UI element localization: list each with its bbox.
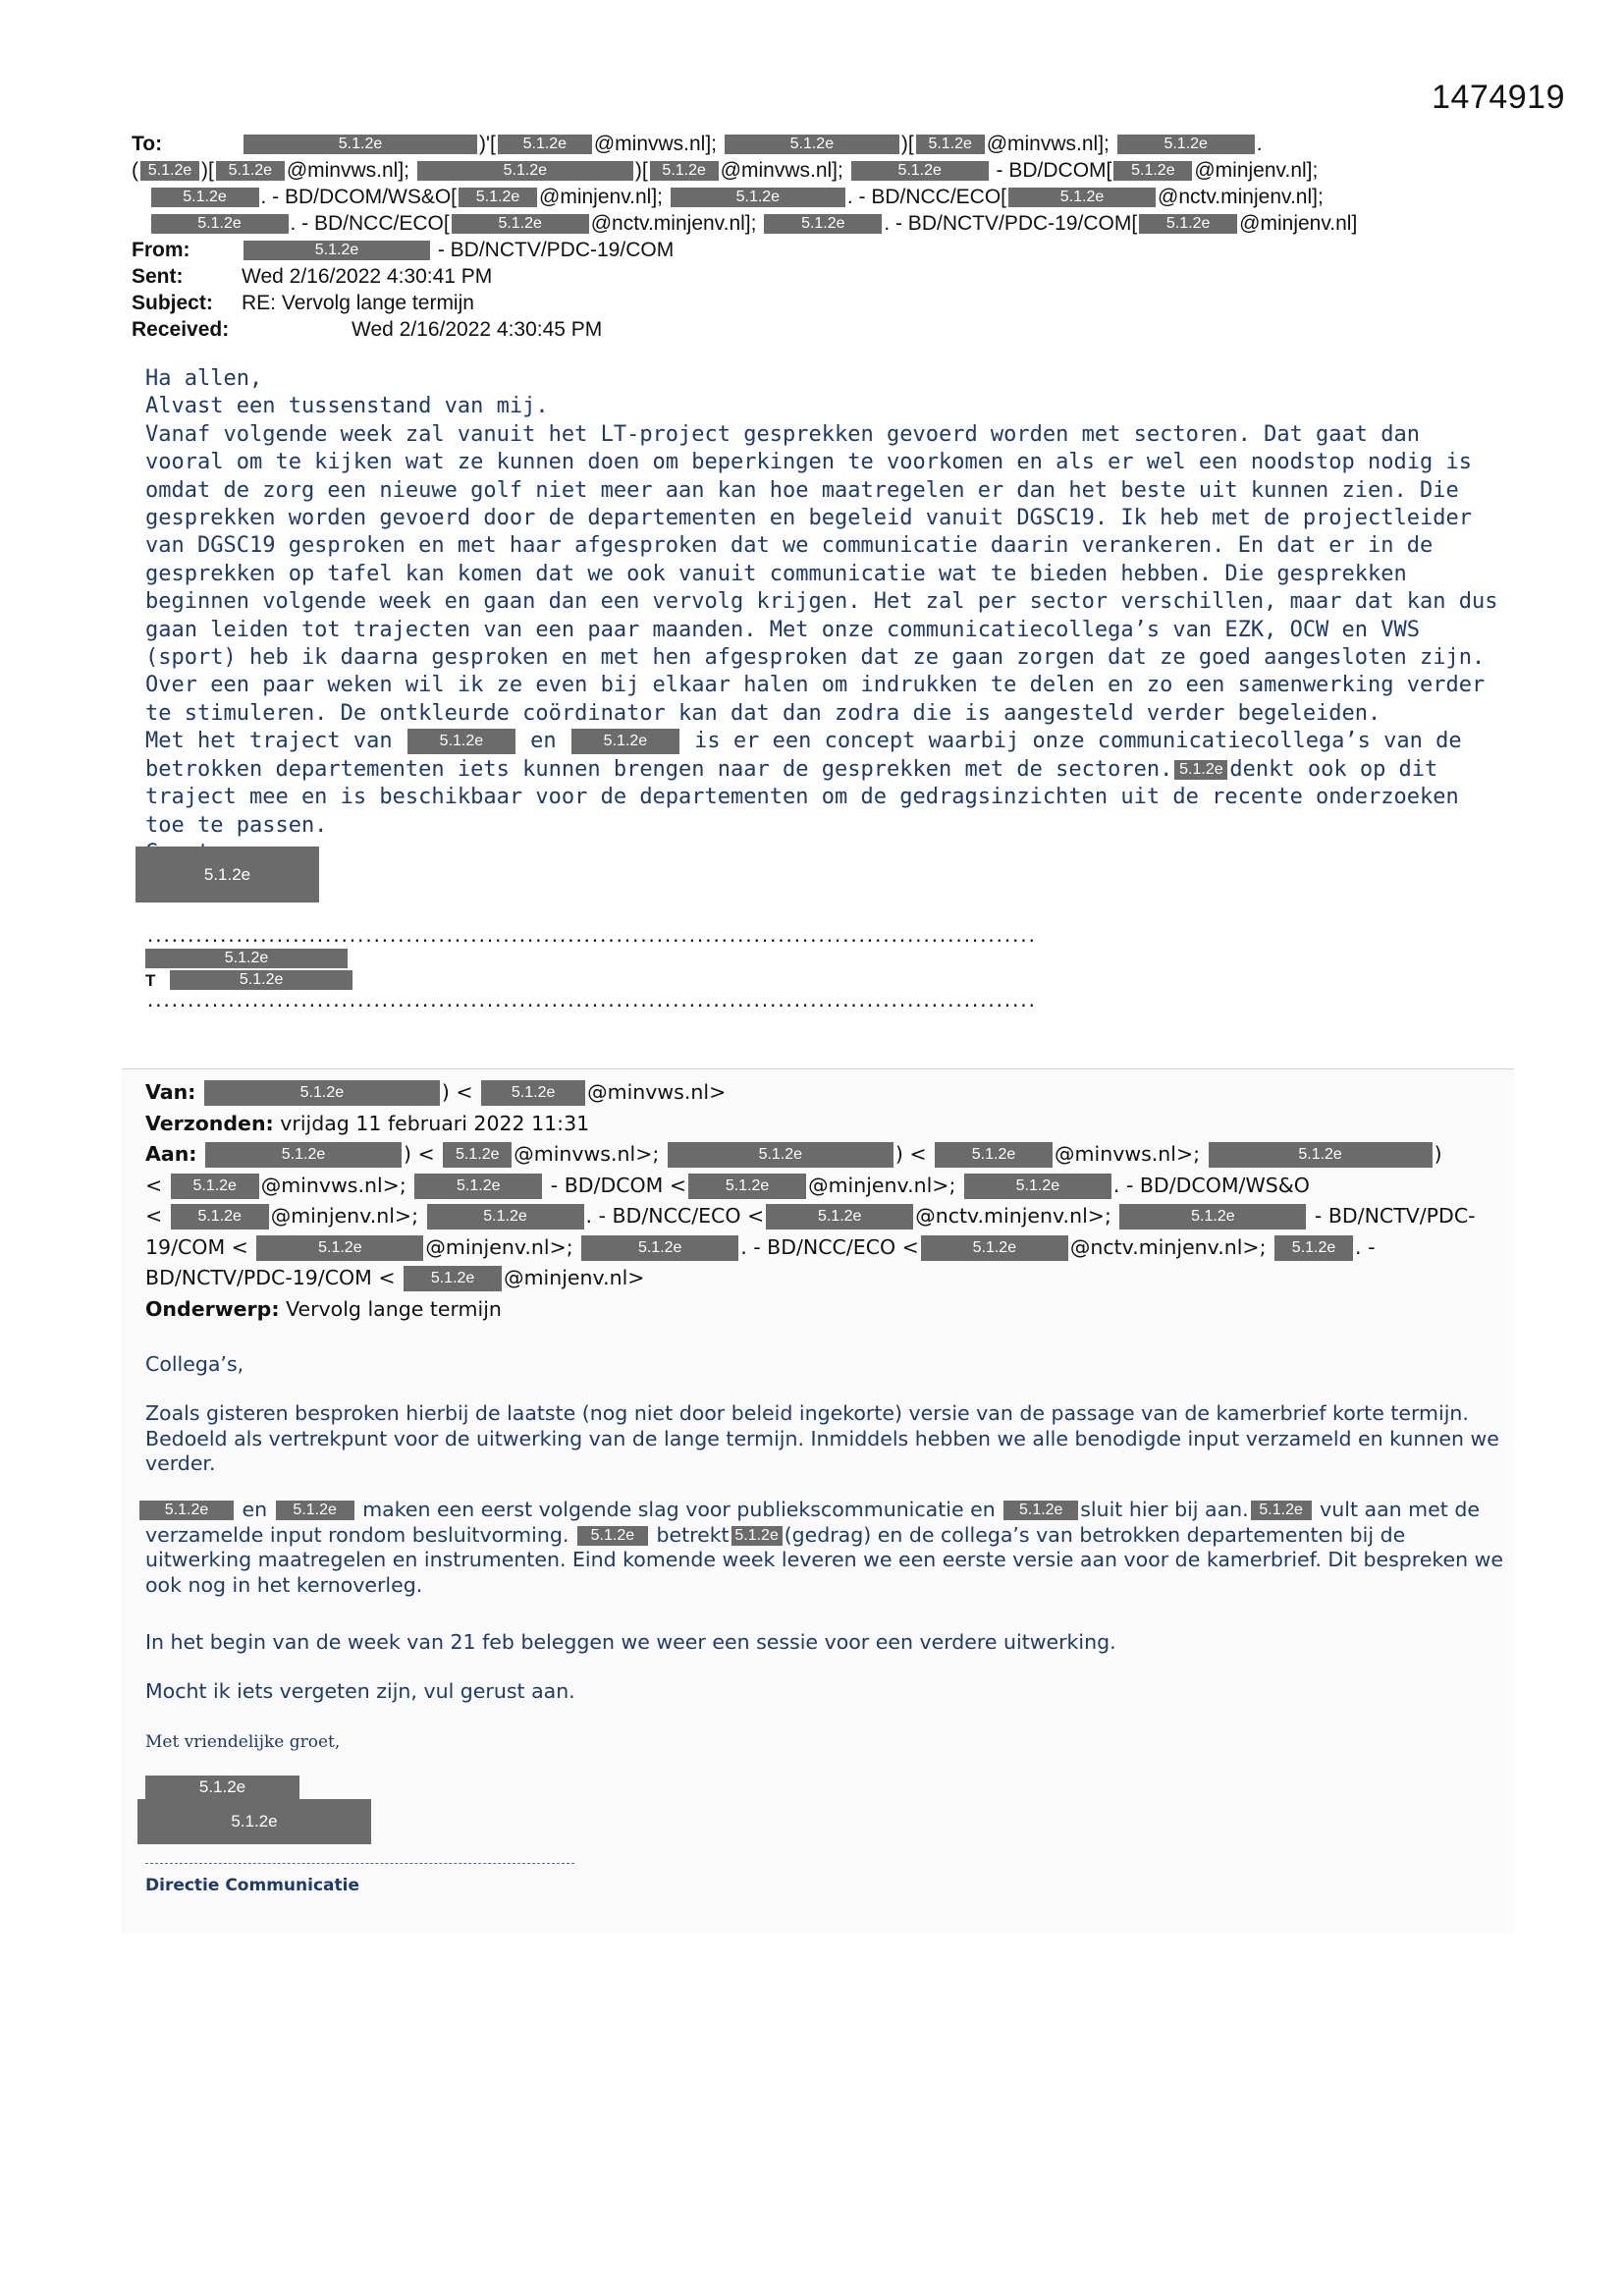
redaction: 5.1.2e bbox=[244, 135, 477, 154]
dept-label: . - BD/NCC/ECO[ bbox=[290, 212, 450, 235]
text-segment: (gedrag) en de collega’s van betrokken departementen bij de uitwerking maatregelen en instrumenten. Eind komende week leveren we een eerste versie aan voor de kamerbrief. Dit bespreken we ook nog in het kernoverleg. bbox=[145, 1522, 1503, 1597]
dept-label: . - BD/NCC/ECO < bbox=[740, 1234, 919, 1259]
reply-closing bbox=[145, 840, 1500, 867]
footer-directie: Directie Communicatie bbox=[145, 1876, 359, 1895]
to-line-2: ( 5.1.2e )[ 5.1.2e @minvws.nl]; 5.1.2e )[ 5.1.2e @minvws.nl]; 5.1.2e - BD/DCOM[ 5.1.2e @minjenv.nl]; bbox=[132, 159, 1319, 182]
text-segment: is er een concept waarbij onze communicatiecollega’s van de betrokken departementen iets kunnen brengen naar de gesprekken met de sectoren. bbox=[145, 729, 1462, 782]
forwarded-greeting bbox=[145, 1352, 1510, 1378]
redaction: 5.1.2e bbox=[205, 1142, 402, 1168]
paragraph-text bbox=[145, 1498, 1510, 1598]
van-row: Van: 5.1.2e ) < 5.1.2e @minvws.nl> bbox=[145, 1080, 727, 1104]
dept-label: . - BD/NCTV/PDC-19/COM[ bbox=[884, 212, 1138, 235]
to-label: To: bbox=[132, 133, 163, 155]
to-line-4 bbox=[132, 210, 1526, 237]
redaction: 5.1.2e bbox=[1274, 1235, 1353, 1261]
signature-contact bbox=[145, 949, 354, 992]
aan-row-4 bbox=[145, 1232, 1510, 1264]
redaction: 5.1.2e bbox=[216, 161, 285, 181]
verzonden-row bbox=[145, 1109, 1510, 1140]
text-segment: en bbox=[242, 1498, 268, 1521]
redaction: 5.1.2e bbox=[498, 135, 592, 154]
redaction: 5.1.2e bbox=[145, 949, 348, 968]
to-line-3 bbox=[132, 184, 1526, 210]
email-domain: @minvws.nl>; bbox=[1055, 1142, 1201, 1166]
redaction: 5.1.2e bbox=[171, 1204, 269, 1230]
dept-label: - BD/NCTV/PDC- bbox=[1308, 1204, 1476, 1228]
verzonden-label: Verzonden: bbox=[145, 1111, 274, 1135]
redaction: 5.1.2e bbox=[204, 1080, 440, 1106]
redaction: 5.1.2e bbox=[443, 1142, 512, 1168]
email-domain: @minjenv.nl>; bbox=[808, 1173, 956, 1197]
subject-label: Subject: bbox=[132, 292, 213, 314]
forwarded-paragraph-1 bbox=[145, 1401, 1510, 1477]
dept-label: . - BD/DCOM/WS&O[ bbox=[260, 186, 458, 208]
dept-label: 19/COM < bbox=[145, 1234, 248, 1259]
redaction: 5.1.2e bbox=[731, 1526, 783, 1546]
reply-body bbox=[145, 365, 1500, 867]
email-domain: @minjenv.nl>; bbox=[425, 1234, 573, 1259]
dept-label: . - bbox=[1355, 1234, 1376, 1259]
dotted-separator: .............................................................................................................. bbox=[145, 927, 1035, 947]
dept-label: - BD/DCOM[ bbox=[990, 159, 1112, 182]
email-domain: @minjenv.nl] bbox=[1239, 212, 1358, 235]
redaction: 5.1.2e bbox=[427, 1204, 584, 1230]
email-domain: @nctv.minjenv.nl]; bbox=[1158, 186, 1324, 208]
onderwerp-value: Vervolg lange termijn bbox=[286, 1296, 502, 1321]
redaction: 5.1.2e bbox=[459, 188, 537, 207]
dept-label: - BD/DCOM < bbox=[544, 1173, 687, 1197]
email-domain: @minjenv.nl> bbox=[504, 1266, 645, 1289]
aan-row-5 bbox=[145, 1263, 1510, 1294]
text-segment: sluit hier bij aan. bbox=[1080, 1498, 1249, 1521]
from-row bbox=[132, 237, 1526, 263]
onderwerp-label: Onderwerp: bbox=[145, 1296, 280, 1321]
redaction: 5.1.2e bbox=[170, 970, 352, 990]
aan-row-1: Aan: 5.1.2e ) < 5.1.2e @minvws.nl>; 5.1.2e ) < 5.1.2e @minvws.nl>; 5.1.2e ) bbox=[145, 1142, 1442, 1166]
from-label: From: bbox=[132, 239, 190, 261]
sent-row bbox=[132, 263, 1526, 290]
redaction: 5.1.2e bbox=[921, 1235, 1068, 1261]
paragraph-text: In het begin van de week van 21 feb beleggen we weer een sessie voor een verdere uitwerking. bbox=[145, 1630, 1116, 1654]
redaction: 5.1.2e bbox=[725, 135, 899, 154]
redaction: 5.1.2e bbox=[151, 188, 259, 207]
redaction: 5.1.2e bbox=[650, 161, 719, 181]
email-domain: @minvws.nl]; bbox=[593, 133, 718, 155]
phone-label: T bbox=[145, 971, 156, 990]
paragraph-text: Zoals gisteren besproken hierbij de laatste (nog niet door beleid ingekorte) versie van de passage van de kamerbrief korte termijn. Bedoeld als vertrekpunt voor de uitwerking van de lange termijn. Inmiddels hebben we alle benodigde input verzameld en kunnen we verder. bbox=[145, 1401, 1499, 1475]
redaction: 5.1.2e bbox=[140, 161, 199, 181]
redaction: 5.1.2e bbox=[688, 1174, 806, 1199]
redaction: 5.1.2e bbox=[1251, 1501, 1312, 1520]
email-domain: @nctv.minjenv.nl>; bbox=[1069, 1234, 1267, 1259]
forwarded-paragraph-3 bbox=[145, 1630, 1510, 1656]
email-header bbox=[132, 131, 1526, 343]
redaction: 5.1.2e bbox=[668, 1142, 893, 1168]
redaction: 5.1.2e bbox=[139, 1501, 234, 1520]
email-domain: @minjenv.nl]; bbox=[539, 186, 663, 208]
redaction: 5.1.2e bbox=[1117, 135, 1255, 154]
redaction: 5.1.2e bbox=[407, 729, 515, 754]
email-domain: @minvws.nl]; bbox=[720, 159, 843, 182]
redaction: 5.1.2e bbox=[1113, 161, 1192, 181]
redaction: 5.1.2e bbox=[452, 214, 589, 234]
redaction: 5.1.2e bbox=[1003, 1501, 1078, 1520]
redaction: 5.1.2e bbox=[244, 241, 430, 260]
from-value: - BD/NCTV/PDC-19/COM bbox=[432, 239, 675, 261]
onderwerp-row bbox=[145, 1294, 1510, 1326]
redaction: 5.1.2e bbox=[935, 1142, 1053, 1168]
text-segment: Met het traject van bbox=[145, 729, 393, 754]
reply-greeting: Ha allen, bbox=[145, 366, 263, 391]
sent-value: Wed 2/16/2022 4:30:41 PM bbox=[242, 265, 493, 288]
van-label: Van: bbox=[145, 1080, 196, 1104]
redaction: 5.1.2e bbox=[417, 161, 633, 181]
redaction: 5.1.2e bbox=[256, 1235, 423, 1261]
email-domain: @minvws.nl]; bbox=[986, 133, 1110, 155]
redaction: 5.1.2e bbox=[414, 1174, 542, 1199]
regards-text: Met vriendelijke groet, bbox=[145, 1732, 341, 1752]
to-line-1: To: 5.1.2e )'[ 5.1.2e @minvws.nl]; 5.1.2e )[ 5.1.2e @minvws.nl]; 5.1.2e . bbox=[132, 133, 1263, 155]
forwarded-header bbox=[145, 1077, 1510, 1325]
redaction: 5.1.2e bbox=[404, 1266, 502, 1291]
contact-row bbox=[145, 949, 354, 970]
aan-row-2: < 5.1.2e @minvws.nl>; 5.1.2e - BD/DCOM < 5.1.2e @minjenv.nl>; 5.1.2e . - BD/DCOM/WS&O bbox=[145, 1173, 1310, 1197]
subject-row bbox=[132, 290, 1526, 316]
redaction: 5.1.2e bbox=[851, 161, 989, 181]
text-segment: vult aan met de verzamelde input rondom besluitvorming. bbox=[145, 1498, 1480, 1547]
aan-row-3: < 5.1.2e @minjenv.nl>; 5.1.2e . - BD/NCC/ECO < 5.1.2e @nctv.minjenv.nl>; 5.1.2e - BD/NCTV/PDC- bbox=[145, 1204, 1476, 1228]
redaction: 5.1.2e bbox=[964, 1174, 1111, 1199]
email-domain: @nctv.minjenv.nl>; bbox=[915, 1204, 1111, 1228]
received-label: Received: bbox=[132, 318, 230, 341]
email-domain: @minjenv.nl]; bbox=[1194, 159, 1319, 182]
reply-paragraph: Vanaf volgende week zal vanuit het LT-project gesprekken gevoerd worden met sectoren. Dat gaat dan vooral om te kijken wat ze kunnen doen om beperkingen te voorkomen en als er wel een noodstop nodig is omdat de zorg een nieuwe golf niet meer aan kan hoe maatregelen er dan het beste uit kunnen zien. Die gesprekken worden gevoerd door de departementen en begeleid vanuit DGSC19. Ik heb met de projectleider van DGSC19 gesproken en met haar afgesproken dat we communicatie daarin verankeren. En dat er in de gesprekken op tafel kan komen dat we ook vanuit communicatie wat te bieden hebben. Die gesprekken beginnen volgende week en gaan dan een vervolg krijgen. Het zal per sector verschillen, maar dat kan dus gaan leiden tot trajecten van een paar maanden. Met onze communicatiecollega’s van EZK, OCW en VWS (sport) heb ik daarna gesproken en met hen afgesproken dat ze gaan zorgen dat ze goed aangesloten zijn. Over een paar weken wil ik ze even bij elkaar halen om indrukken te delen en zo een samenwerking verder te stimuleren. De ontkleurde coördinator kan dat dan zodra die is aangesteld verder begeleiden. bbox=[145, 421, 1498, 726]
paragraph-text: Mocht ik iets vergeten zijn, vul gerust aan. bbox=[145, 1679, 575, 1703]
email-domain: @minvws.nl]; bbox=[286, 159, 409, 182]
subject-value: RE: Vervolg lange termijn bbox=[242, 292, 474, 314]
forwarded-paragraph-2 bbox=[145, 1498, 1510, 1598]
signature-redaction: 5.1.2e bbox=[137, 1799, 371, 1844]
email-domain: @minvws.nl> bbox=[587, 1080, 727, 1104]
divider bbox=[122, 1068, 1514, 1069]
email-domain: @minjenv.nl>; bbox=[270, 1204, 418, 1228]
reply-intro: Alvast een tussenstand van mij. bbox=[145, 394, 549, 419]
document-id: 1474919 bbox=[1432, 79, 1565, 116]
verzonden-value: vrijdag 11 februari 2022 11:31 bbox=[280, 1111, 590, 1135]
email-domain: @nctv.minjenv.nl]; bbox=[590, 212, 757, 235]
redaction: 5.1.2e bbox=[671, 188, 845, 207]
redaction: 5.1.2e bbox=[577, 1526, 648, 1546]
signature-redaction: 5.1.2e bbox=[145, 1776, 299, 1799]
dept-label: . - BD/NCC/ECO < bbox=[585, 1204, 765, 1228]
email-domain: @minvws.nl>; bbox=[514, 1142, 660, 1166]
greeting-text: Collega’s, bbox=[145, 1352, 244, 1376]
redaction: 5.1.2e bbox=[1209, 1142, 1433, 1168]
redaction: 5.1.2e bbox=[1008, 188, 1156, 207]
text-segment: betrekt bbox=[656, 1522, 730, 1547]
redaction: 5.1.2e bbox=[481, 1080, 585, 1106]
redaction: 5.1.2e bbox=[571, 729, 679, 754]
reply-traject-paragraph bbox=[145, 728, 1500, 840]
signature-redaction: 5.1.2e bbox=[135, 847, 319, 902]
text-segment: denkt ook op dit traject mee en is beschikbaar voor de departementen om de gedragsinzichten uit de recente onderzoeken toe te passen. bbox=[145, 756, 1459, 838]
forwarded-regards bbox=[145, 1730, 1510, 1756]
text-segment: maken een eerst volgende slag voor publiekscommunicatie en bbox=[362, 1498, 996, 1521]
dept-label: . - BD/DCOM/WS&O bbox=[1112, 1173, 1310, 1197]
sent-label: Sent: bbox=[132, 265, 184, 288]
received-value: Wed 2/16/2022 4:30:45 PM bbox=[352, 318, 603, 341]
dashed-separator bbox=[145, 1863, 574, 1864]
redaction: 5.1.2e bbox=[1119, 1204, 1306, 1230]
redaction: 5.1.2e bbox=[171, 1174, 259, 1199]
email-domain: @minvws.nl>; bbox=[260, 1173, 406, 1197]
redaction: 5.1.2e bbox=[1174, 760, 1227, 780]
redaction: 5.1.2e bbox=[916, 135, 985, 154]
redaction: 5.1.2e bbox=[151, 214, 289, 234]
dept-label: . - BD/NCC/ECO[ bbox=[846, 186, 1007, 208]
redaction: 5.1.2e bbox=[764, 214, 882, 234]
contact-row bbox=[145, 970, 354, 992]
redaction: 5.1.2e bbox=[581, 1235, 738, 1261]
redaction: 5.1.2e bbox=[276, 1501, 354, 1520]
text-segment: en bbox=[530, 729, 557, 754]
received-row bbox=[132, 316, 1526, 343]
forwarded-paragraph-4 bbox=[145, 1679, 1510, 1705]
redaction: 5.1.2e bbox=[1139, 214, 1237, 234]
dotted-separator: .............................................................................................................. bbox=[145, 992, 1035, 1011]
aan-label: Aan: bbox=[145, 1142, 197, 1166]
dept-label: BD/NCTV/PDC-19/COM < bbox=[145, 1266, 396, 1289]
redaction: 5.1.2e bbox=[766, 1204, 913, 1230]
